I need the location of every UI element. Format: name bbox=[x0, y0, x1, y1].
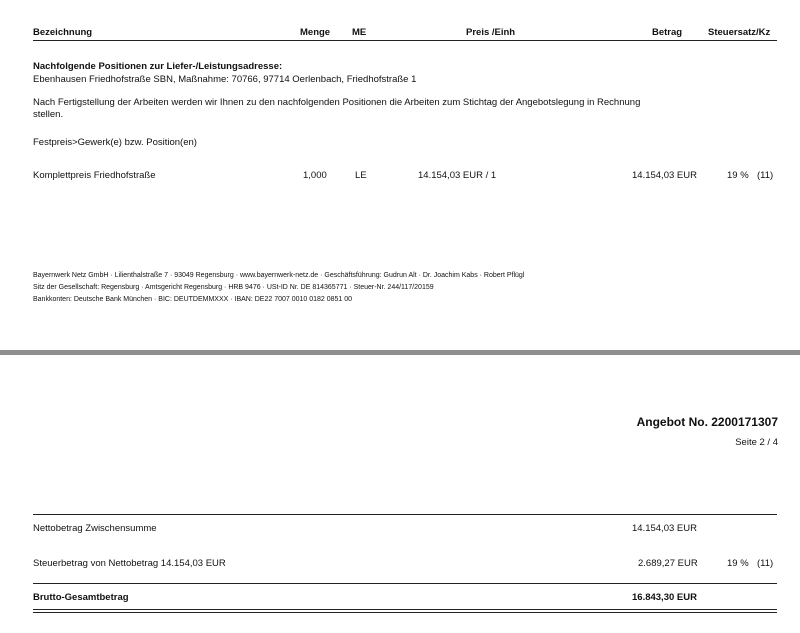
tax-amount-label: Steuerbetrag von Nettobetrag 14.154,03 EUR bbox=[33, 558, 226, 569]
line-item-quantity: 1,000 bbox=[303, 170, 327, 181]
gross-total-label: Brutto-Gesamtbetrag bbox=[33, 592, 129, 603]
header-unit-price: Preis /Einh bbox=[466, 27, 516, 38]
line-item-tax-code: (11) bbox=[757, 170, 774, 181]
header-amount: Betrag bbox=[652, 27, 683, 38]
line-item-amount: 14.154,03 EUR bbox=[632, 170, 697, 181]
billing-note-line2: stellen. bbox=[33, 109, 64, 120]
header-unit: ME bbox=[352, 27, 367, 38]
header-description: Bezeichnung bbox=[33, 27, 93, 38]
offer-title: Angebot No. 2200171307 bbox=[636, 415, 778, 429]
gross-bottom-rule-1 bbox=[33, 609, 777, 610]
billing-note-line1: Nach Fertigstellung der Arbeiten werden wir Ihnen zu den nachfolgenden Positionen die Arbeiten zum Stichtag der Angebotslegung in Rechnung bbox=[33, 97, 641, 108]
gross-top-rule bbox=[33, 583, 777, 584]
category-label: Festpreis>Gewerk(e) bzw. Position(en) bbox=[33, 137, 197, 148]
line-item-description: Komplettpreis Friedhofstraße bbox=[33, 170, 156, 181]
line-item-unit: LE bbox=[355, 170, 367, 181]
header-quantity: Menge bbox=[300, 27, 331, 38]
line-item-unit-price: 14.154,03 EUR / 1 bbox=[418, 170, 497, 181]
page-number: Seite 2 / 4 bbox=[735, 437, 778, 448]
delivery-address-heading: Nachfolgende Positionen zur Liefer-/Leistungsadresse: bbox=[33, 61, 283, 72]
header-rule bbox=[33, 40, 777, 41]
footer-bank-line: Bankkonten: Deutsche Bank München · BIC: DEUTDEMMXXX · IBAN: DE22 7007 0010 0182 0851 00 bbox=[33, 296, 353, 303]
net-total-amount: 14.154,03 EUR bbox=[632, 523, 697, 534]
gross-total-amount: 16.843,30 EUR bbox=[632, 592, 697, 603]
net-total-label: Nettobetrag Zwischensumme bbox=[33, 523, 157, 534]
tax-amount-code: (11) bbox=[757, 558, 774, 569]
totals-top-rule bbox=[33, 514, 777, 515]
delivery-address: Ebenhausen Friedhofstraße SBN, Maßnahme: 70766, 97714 Oerlenbach, Friedhofstraße 1 bbox=[33, 74, 417, 85]
page-break-divider bbox=[0, 350, 800, 355]
tax-amount-rate: 19 % bbox=[727, 558, 749, 569]
tax-amount-value: 2.689,27 EUR bbox=[638, 558, 698, 569]
line-item-tax-rate: 19 % bbox=[727, 170, 749, 181]
header-tax-rate: Steuersatz/Kz bbox=[708, 27, 771, 38]
footer-company-line: Bayernwerk Netz GmbH · Lilienthalstraße 7 · 93049 Regensburg · www.bayernwerk-netz.de · Geschäftsführung: Gudrun Alt · Dr. Joachim Kabs · Robert Pflügl bbox=[33, 272, 525, 279]
gross-bottom-rule-2 bbox=[33, 612, 777, 613]
footer-registration-line: Sitz der Gesellschaft: Regensburg · Amtsgericht Regensburg · HRB 9476 · USt-ID Nr. DE 814365771 · Steuer-Nr. 244/117/20159 bbox=[33, 284, 434, 291]
